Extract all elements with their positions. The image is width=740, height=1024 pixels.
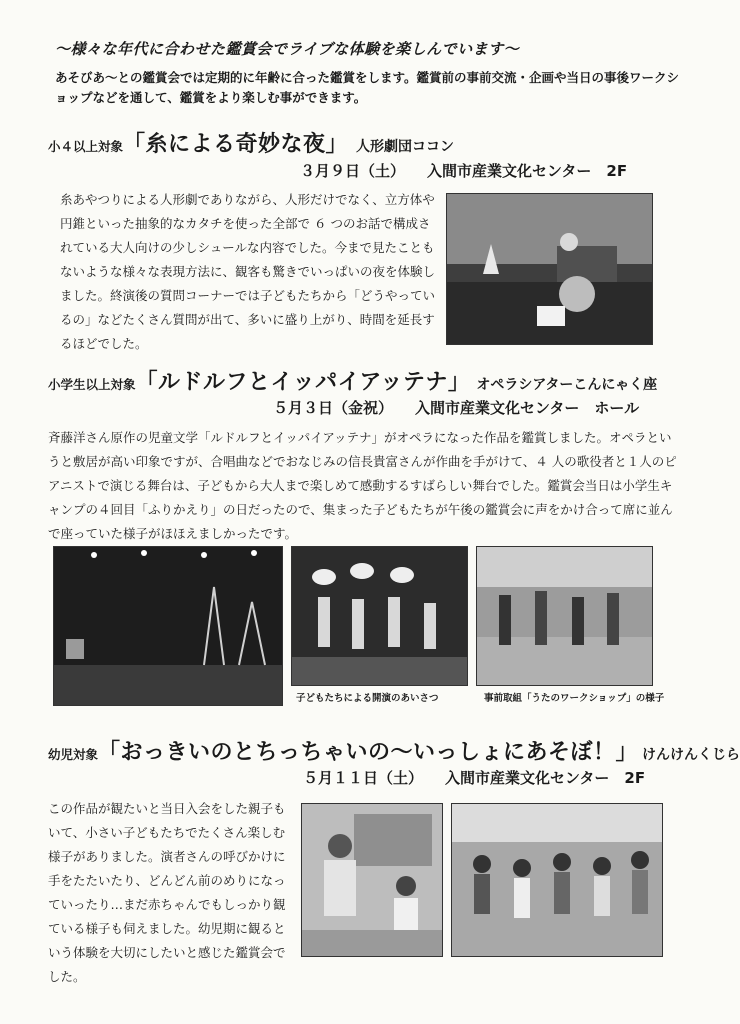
photo-opera-stage	[53, 546, 283, 706]
section1-target: 小４以上対象	[48, 139, 124, 154]
section3-heading	[48, 735, 740, 766]
caption-kids-greeting: 子どもたちによる開演のあいさつ	[296, 693, 439, 704]
section3-venue: 入間市産業文化センター 2F	[445, 769, 646, 787]
section2-body: 斉藤洋さん原作の児童文学「ルドルフとイッパイアッテナ」がオペラになった作品を鑑賞しました。オペラというと敷居が高い印象ですが、合唱曲などでおなじみの信長貴富さんが作曲を手がけて、４ 人の歌役者と１人のピアニストで演じる舞台は、子どもから大人まで楽しめて感動するすばらしい舞台でした。鑑賞会当日は小学生キャンプの４回目「ふりかえり」の日だったので、集まった子どもたちが午後の鑑賞会に声をかけ合って席に並んで座っていた様子がほほえましかったです。	[48, 430, 677, 541]
section2-datetime	[273, 397, 639, 418]
section2-title: 「ルドルフとイッパイアッテナ」	[135, 370, 471, 395]
section1-heading	[48, 127, 454, 158]
section1-date: ３月９日（土）	[300, 162, 406, 180]
section1-venue: 入間市産業文化センター 2F	[427, 162, 628, 180]
intro-text: あそびあ〜との鑑賞会では定期的に年齢に合った鑑賞をします。鑑賞前の事前交流・企画や当日の事後ワークショップなどを通して、鑑賞をより楽しむ事ができます。	[55, 70, 680, 105]
section1-datetime	[300, 160, 627, 181]
section2-heading	[48, 365, 657, 396]
section3-troupe: けんけんくじら	[642, 747, 740, 763]
section3-title: 「おっきいのとちっちゃいの〜いっしょにあそぼ！」	[98, 740, 639, 765]
section1-title: 「糸による奇妙な夜」	[123, 132, 349, 157]
caption-song-workshop: 事前取組「うたのワークショップ」の様子	[484, 693, 665, 704]
section1-troupe: 人形劇団ココン	[356, 139, 455, 155]
section3-target: 幼児対象	[48, 747, 99, 762]
photo-song-workshop	[476, 546, 653, 686]
section3-body: この作品が観たいと当日入会をした親子もいて、小さい子どもたちでたくさん楽しむ様子がありました。演者さんの呼びかけに手をたたいたり、どんどん前のめりになっていったり…まだ赤ちゃんでもしっかり観ている様子も伺えました。幼児期に観るという体験を大切にしたいと感じた鑑賞会でした。	[48, 801, 286, 984]
section3-datetime	[303, 767, 645, 788]
section2-date: ５月３日（金祝）	[273, 399, 394, 417]
photo-puppet-show	[446, 193, 653, 345]
photo-kids-greeting	[291, 546, 468, 686]
photo-performers	[301, 803, 443, 957]
section2-troupe: オペラシアターこんにゃく座	[476, 377, 658, 393]
tagline: 〜様々な年代に合わせた鑑賞会でライブな体験を楽しんでいます〜	[55, 40, 520, 58]
section3-date: ５月１１日（土）	[303, 769, 424, 787]
section1-body: 糸あやつりによる人形劇でありながら、人形だけでなく、立方体や円錐といった抽象的なカタチを使った全部で ６ つのお話で構成されている大人向けの少しシュールな内容でした。今まで見たこともないような様々な表現方法に、観客も驚きでいっぱいの夜を体験しました。終演後の質問コーナーでは子どもたちから「どうやっているの」などたくさん質問が出て、多いに盛り上がり、時間を延長するほどでした。	[60, 192, 436, 351]
section2-target: 小学生以上対象	[48, 377, 136, 392]
photo-children-audience	[451, 803, 663, 957]
section2-venue: 入間市産業文化センター ホール	[415, 399, 640, 417]
